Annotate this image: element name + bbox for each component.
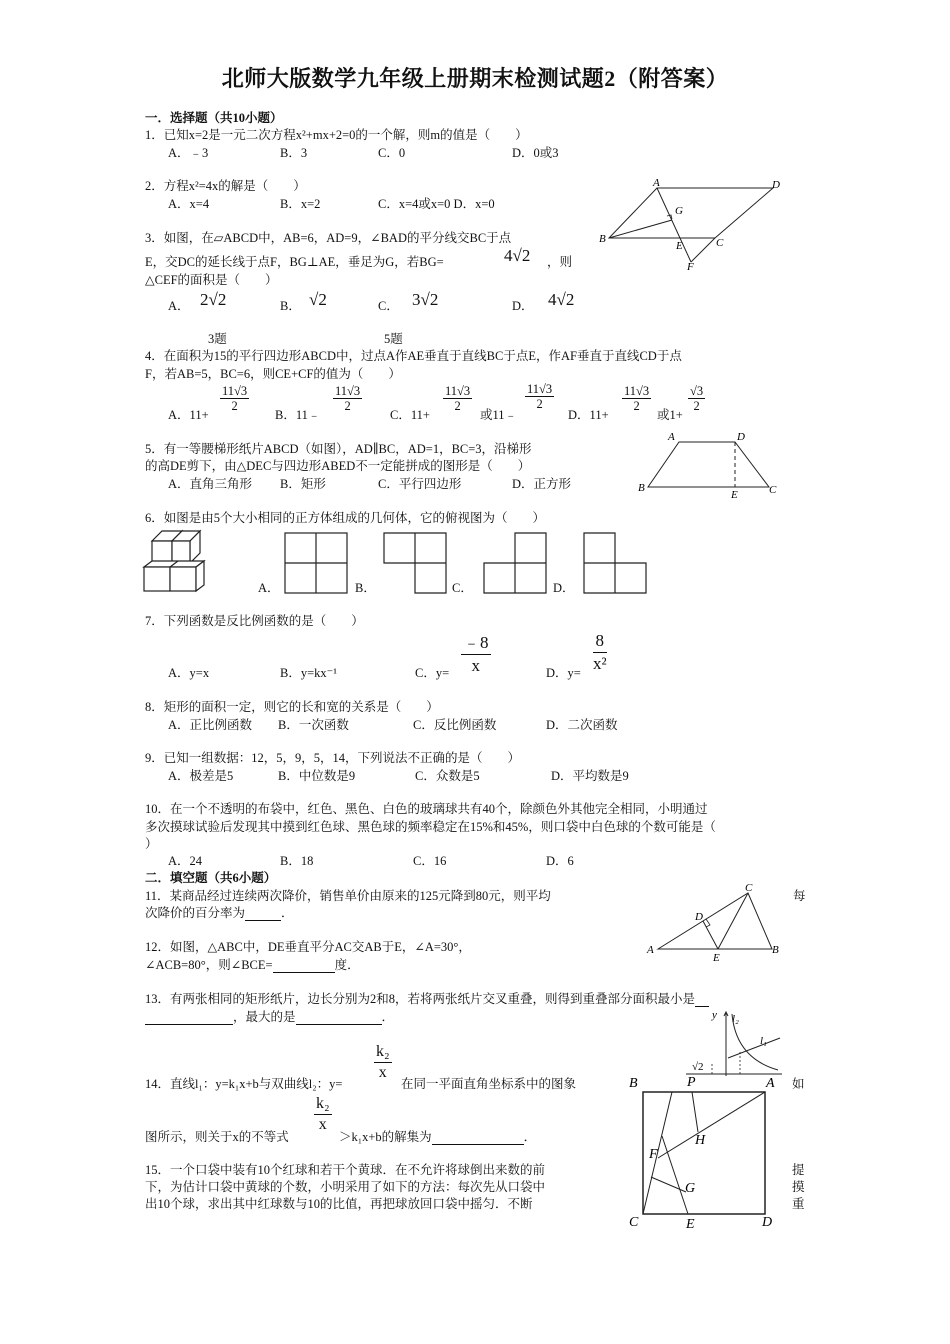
- triangle-figure: [640, 882, 785, 964]
- cube-solid-figure: [142, 527, 214, 593]
- q10-option-b: B．18: [280, 854, 314, 868]
- q1-stem: 1．已知x=2是一元二次方程x²+mx+2=0的一个解，则m的值是（ ）: [145, 128, 528, 142]
- q4-option-d-fraction: $\frac{11√3}{2}$: [624, 384, 650, 413]
- fig3-label-f: F: [687, 261, 694, 273]
- q12-line1: 12．如图，△ABC中，DE垂直平分AC交AB于E，∠A=30°，: [145, 940, 471, 954]
- fig12-label-c: C: [745, 882, 753, 894]
- q4-option-a: A．11+: [168, 408, 209, 422]
- q15-line1: 15．一个口袋中装有10个红球和若干个黄球．在不允许将球倒出来数的前: [145, 1163, 546, 1177]
- q4-option-c: C．11+: [390, 408, 430, 422]
- q6-option-a: A．: [258, 581, 280, 595]
- q10-option-d: D．6: [546, 854, 574, 868]
- q13-min-blank-start[interactable]: [695, 994, 709, 1007]
- q1-option-c: C．0: [378, 146, 406, 160]
- fig12-label-d: D: [695, 911, 703, 923]
- fig14-label-y: y: [712, 1009, 717, 1021]
- fig3-label-b: B: [599, 233, 606, 245]
- fig-square-label-p: P: [687, 1075, 696, 1090]
- fig14-label-l1: l₁: [760, 1035, 767, 1047]
- q2-option-a: A．x=4: [168, 197, 210, 211]
- figure-caption-3: 3题: [208, 332, 227, 346]
- fig5-label-b: B: [638, 482, 645, 494]
- q4-option-c-or: 或11﹣: [480, 408, 518, 422]
- section-choice-heading: 一．选择题（共10小题）: [145, 111, 283, 125]
- q3-line1: 3．如图，在▱ABCD中，AB=6，AD=9，∠BAD的平分线交BC于点: [145, 231, 512, 245]
- q7-option-d: D．y=: [546, 666, 581, 680]
- q13-min-blank[interactable]: [145, 1012, 233, 1025]
- fig-square-label-h: H: [695, 1133, 706, 1148]
- fig-square-label-g: G: [685, 1181, 696, 1196]
- q2-option-b: B．x=2: [280, 197, 321, 211]
- q14-answer-blank[interactable]: [432, 1132, 524, 1145]
- q14-line1-right: 如: [792, 1077, 805, 1091]
- q4-option-c-fraction: $\frac{11√3}{2}$: [445, 384, 471, 413]
- q9-stem: 9．已知一组数据：12，5，9，5，14，下列说法不正确的是（ ）: [145, 751, 521, 765]
- q4-line1: 4．在面积为15的平行四边形ABCD中，过点A作AE垂直于直线BC于点E，作AF垂直于直线CD于点: [145, 349, 682, 363]
- q5-line2: 的高DE剪下，由△DEC与四边形ABED不一定能拼成的图形是（ ）: [145, 459, 531, 473]
- q11-line1: 11．某商品经过连续两次降价，销售单价由原来的125元降到80元，则平均: [145, 889, 551, 903]
- q15-line2-right: 摸: [792, 1180, 805, 1194]
- q3-bg-value: 4√2: [504, 246, 531, 265]
- q4-line2: F，若AB=5，BC=6，则CE+CF的值为（ ）: [145, 367, 401, 381]
- fig3-label-e: E: [676, 240, 683, 252]
- trapezoid-figure: [635, 430, 785, 500]
- q4-option-d: D．11+: [568, 408, 609, 422]
- parallelogram-figure: [595, 178, 785, 273]
- q5-option-c: C．平行四边形: [378, 477, 462, 491]
- q3-option-b: B．: [280, 299, 301, 313]
- q4-option-b-fraction: $\frac{11√3}{2}$: [335, 384, 361, 413]
- q7-option-b: B．y=kx⁻¹: [280, 666, 337, 680]
- q12-answer-blank[interactable]: [273, 960, 335, 973]
- q14-line2: ＞k₁x+b的解集为 ．: [339, 1130, 537, 1144]
- q2-option-cd: C．x=4或x=0 D．x=0: [378, 197, 495, 211]
- q9-option-d: D．平均数是9: [551, 769, 629, 783]
- q7-option-d-fraction: $\frac{8}{\text{x²}}$: [593, 631, 607, 673]
- q8-stem: 8．矩形的面积一定，则它的长和宽的关系是（ ）: [145, 700, 439, 714]
- q4-option-d-or: 或1+: [657, 408, 683, 422]
- fig12-label-a: A: [647, 944, 654, 956]
- q13-line2: ，最大的是 ．: [145, 1010, 394, 1025]
- q10-option-a: A．24: [168, 854, 203, 868]
- q15-line1-right: 提: [792, 1163, 805, 1177]
- q6-option-b: B．: [355, 581, 376, 595]
- q6-option-b-view: [383, 532, 449, 596]
- q9-option-b: B．中位数是9: [278, 769, 356, 783]
- fig3-label-a: A: [653, 177, 660, 189]
- fig-square-label-e: E: [686, 1217, 695, 1232]
- square-figure: [626, 1072, 786, 1232]
- q10-line3: ）: [145, 837, 158, 851]
- fig-square-label-b: B: [629, 1076, 638, 1091]
- fig-square-label-f: F: [649, 1147, 658, 1162]
- fig5-label-d: D: [737, 431, 745, 443]
- q15-line2: 下，为估计口袋中黄球的个数，小明采用了如下的方法：每次先从口袋中: [145, 1180, 546, 1194]
- q6-option-d-view: [583, 532, 649, 596]
- q3-option-b-value: √2: [309, 290, 327, 309]
- q3-option-a-value: 2√2: [200, 290, 227, 309]
- q3-line3: △CEF的面积是（ ）: [145, 273, 278, 287]
- q3-line2b: ，则: [547, 255, 573, 269]
- q3-option-d: D．: [512, 299, 534, 313]
- q3-option-c: C．: [378, 299, 399, 313]
- q11-answer-blank[interactable]: [245, 908, 281, 921]
- q6-option-d: D．: [553, 581, 575, 595]
- q5-option-d: D．正方形: [512, 477, 572, 491]
- q3-option-c-value: 3√2: [412, 290, 439, 309]
- q5-line1: 5．有一等腰梯形纸片ABCD（如图），AD∥BC，AD=1，BC=3，沿梯形: [145, 442, 532, 456]
- q4-option-d-fraction-2: $\frac{√3}{2}$: [690, 384, 704, 413]
- q4-option-b: B．11﹣: [275, 408, 321, 422]
- q3-option-a: A．: [168, 299, 190, 313]
- q14-line1b: 在同一平面直角坐标系中的图象: [401, 1077, 577, 1091]
- q3-option-d-value: 4√2: [548, 290, 575, 309]
- q4-option-a-fraction: $\frac{11√3}{2}$: [222, 384, 248, 413]
- q6-option-a-view: [284, 532, 350, 596]
- q6-stem: 6．如图是由5个大小相同的正方体组成的几何体，它的俯视图为（ ）: [145, 511, 546, 525]
- fig-square-label-a: A: [766, 1076, 775, 1091]
- q4-option-c-fraction-2: $\frac{11√3}{2}$: [527, 382, 553, 411]
- fig14-label-l2: l₂: [732, 1013, 739, 1025]
- q7-option-c-fraction: $\frac{﹣8}{x}$: [463, 633, 489, 675]
- q8-option-d: D．二次函数: [546, 718, 618, 732]
- q14-line1a: 14．直线l₁：y=k₁x+b与双曲线l₂：y=: [145, 1077, 343, 1091]
- fig-square-label-d: D: [762, 1215, 773, 1230]
- q10-option-c: C．16: [413, 854, 447, 868]
- q12-line2: ∠ACB=80°，则∠BCE= 度．: [145, 958, 360, 972]
- fig5-label-a: A: [668, 431, 675, 443]
- q5-option-b: B．矩形: [280, 477, 326, 491]
- q14-fraction-1: $\frac{\text{k₂}}{x}$: [376, 1043, 390, 1081]
- q1-option-a: A．﹣3: [168, 146, 209, 160]
- fig3-label-g: G: [675, 205, 683, 217]
- section-fill-heading: 二．填空题（共6小题）: [145, 871, 277, 885]
- fig-square-label-c: C: [629, 1215, 639, 1230]
- q6-option-c: C．: [452, 581, 473, 595]
- page-title: 北师大版数学九年级上册期末检测试题2（附答案）: [221, 66, 729, 91]
- q5-option-a: A．直角三角形: [168, 477, 253, 491]
- q11-line1-right: 每: [793, 889, 806, 903]
- q13-max-blank[interactable]: [296, 1012, 382, 1025]
- fig12-label-b: B: [772, 944, 779, 956]
- q2-stem: 2．方程x²=4x的解是（ ）: [145, 179, 306, 193]
- q7-stem: 7．下列函数是反比例函数的是（ ）: [145, 614, 364, 628]
- fig14-label-sqrt2: √2: [692, 1061, 704, 1073]
- q15-line3-right: 重: [792, 1197, 805, 1211]
- q7-option-a: A．y=x: [168, 666, 210, 680]
- q14-line2a: 图所示，则关于x的不等式: [145, 1130, 289, 1144]
- q10-line2: 多次摸球试验后发现其中摸到红色球、黑色球的频率稳定在15%和45%，则口袋中白色球的个数可能是（: [145, 820, 716, 834]
- q8-option-c: C．反比例函数: [413, 718, 497, 732]
- q15-line3: 出10个球，求出其中红球数与10的比值，再把球放回口袋中摇匀．不断: [145, 1197, 533, 1211]
- fig5-label-c: C: [769, 484, 777, 496]
- q9-option-c: C．众数是5: [415, 769, 480, 783]
- q1-option-b: B．3: [280, 146, 308, 160]
- figure-caption-5: 5题: [384, 332, 403, 346]
- q3-line2a: E，交DC的延长线于点F，BG⊥AE，垂足为G，若BG=: [145, 255, 444, 269]
- q7-option-c: C．y=: [415, 666, 450, 680]
- q14-fraction-2: $\frac{\text{k₂}}{x}$: [316, 1095, 330, 1133]
- q1-option-d: D．0或3: [512, 146, 559, 160]
- fig3-label-d: D: [772, 179, 780, 191]
- fig5-label-e: E: [731, 489, 738, 501]
- q9-option-a: A．极差是5: [168, 769, 234, 783]
- q13-line1: 13．有两张相同的矩形纸片，边长分别为2和8，若将两张纸片交叉重叠，则得到重叠部分面积最小是: [145, 992, 709, 1007]
- function-graph-figure: [682, 1008, 784, 1078]
- q8-option-a: A．正比例函数: [168, 718, 253, 732]
- q6-option-c-view: [483, 532, 549, 596]
- q11-line2: 次降价的百分率为 ．: [145, 906, 294, 920]
- q10-line1: 10．在一个不透明的布袋中，红色、黑色、白色的玻璃球共有40个，除颜色外其他完全相同，小明通过: [145, 802, 708, 816]
- fig3-label-c: C: [716, 237, 724, 249]
- q8-option-b: B．一次函数: [278, 718, 349, 732]
- fig12-label-e: E: [713, 952, 720, 964]
